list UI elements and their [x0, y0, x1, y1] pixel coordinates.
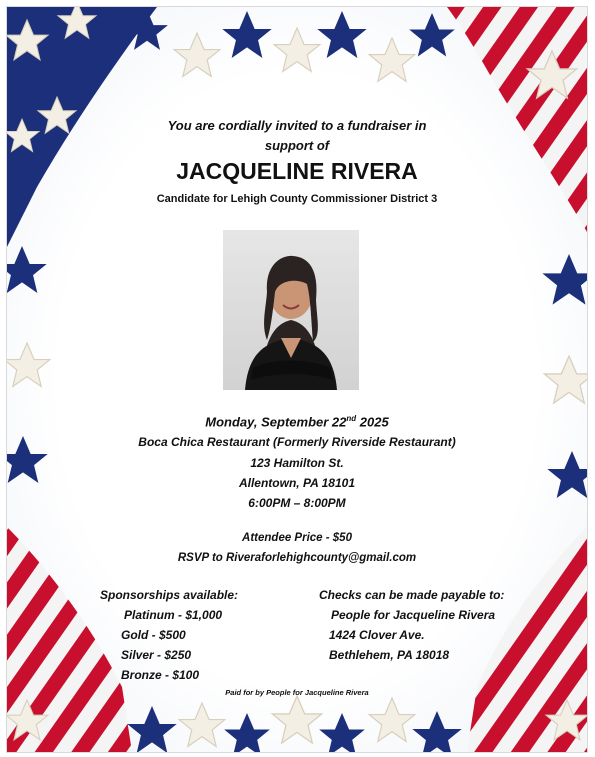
paid-for-disclaimer: Paid for by People for Jacqueline Rivera	[225, 688, 369, 697]
sponsorship-gold: Gold - $500	[121, 628, 186, 642]
sponsorship-bronze: Bronze - $100	[121, 668, 200, 682]
sponsorship-platinum: Platinum - $1,000	[124, 608, 223, 622]
invite-line-1: You are cordially invited to a fundraiser in	[167, 118, 427, 133]
invite-line-2: support of	[264, 138, 330, 153]
sponsorship-silver: Silver - $250	[121, 648, 192, 662]
sponsorships-heading: Sponsorships available:	[100, 588, 239, 602]
attendee-price: Attendee Price - $50	[242, 532, 352, 544]
candidate-photo	[223, 230, 359, 390]
event-street: 123 Hamilton St.	[250, 456, 344, 470]
checks-city: Bethlehem, PA 18018	[329, 648, 450, 662]
event-city: Allentown, PA 18101	[238, 476, 356, 490]
event-date: Monday, September 22nd 2025	[205, 414, 389, 430]
checks-payee: People for Jacqueline Rivera	[331, 608, 496, 622]
event-venue: Boca Chica Restaurant (Formerly Riverside Restaurant)	[138, 435, 456, 449]
candidate-name: JACQUELINE RIVERA	[176, 158, 418, 184]
flyer	[7, 7, 587, 752]
candidate-title: Candidate for Lehigh County Commissioner District 3	[156, 193, 438, 205]
event-time: 6:00PM – 8:00PM	[248, 496, 346, 510]
rsvp-email: RSVP to Riveraforlehighcounty@gmail.com	[177, 552, 417, 564]
checks-street: 1424 Clover Ave.	[329, 628, 425, 642]
checks-heading: Checks can be made payable to:	[319, 588, 505, 602]
